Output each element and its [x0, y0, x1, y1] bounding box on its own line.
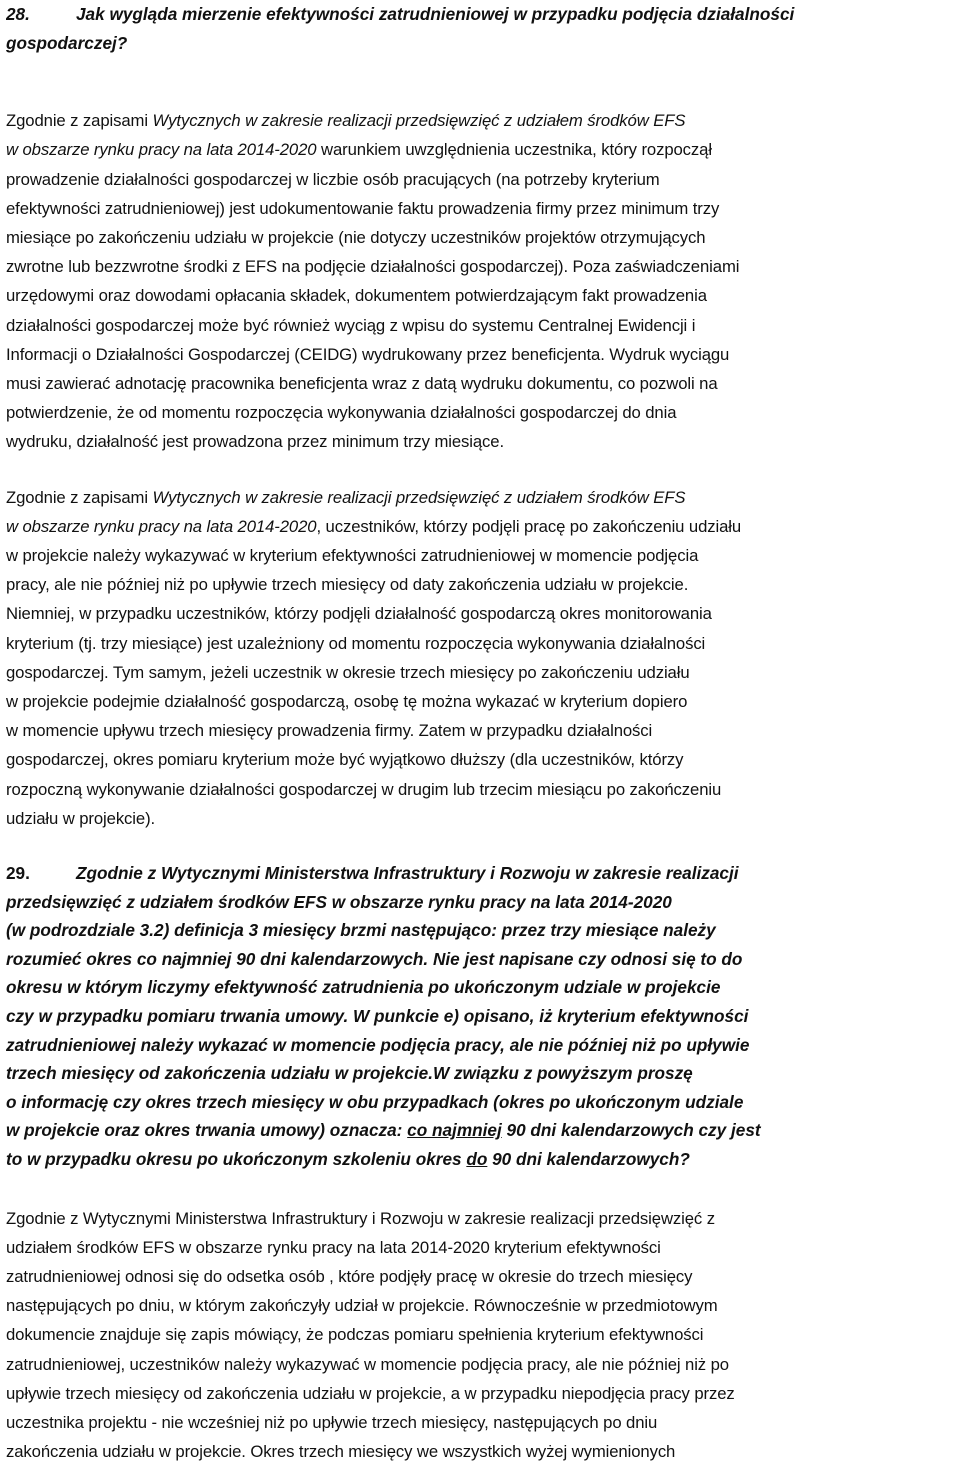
answer-line: udziałem środków EFS w obszarze rynku pracy na lata 2014-2020 kryterium efektywności — [6, 1237, 661, 1257]
answer-line: Zgodnie z zapisami Wytycznych w zakresie realizacji przedsięwzięć z udziałem środków EFS — [6, 111, 686, 131]
question-number: 29. — [6, 863, 30, 884]
question-29-line: 29. Zgodnie z Wytycznymi Ministerstwa Infrastruktury i Rozwoju w zakresie realizacji — [6, 859, 954, 888]
answer-line: gospodarczej, okres pomiaru kryterium może być wyjątkowo dłuższy (dla uczestników, którzy — [6, 750, 684, 770]
question-29-line: (w podrozdziale 3.2) definicja 3 miesięcy brzmi następująco: przez trzy miesiące należy — [6, 920, 716, 941]
question-29-line: przedsięwzięć z udziałem środków EFS w obszarze rynku pracy na lata 2014-2020 — [6, 891, 672, 912]
answer-line: działalności gospodarczej może być również wyciąg z wpisu do systemu Centralnej Ewidencji i — [6, 315, 696, 335]
answer-line: w obszarze rynku pracy na lata 2014-2020 warunkiem uwzględnienia uczestnika, który rozpoczął — [6, 140, 712, 160]
answer-line: prowadzenie działalności gospodarczej w liczbie osób pracujących (na potrzeby kryterium — [6, 169, 660, 189]
answer-29 — [6, 1204, 954, 1467]
answer-line: zatrudnieniowej, uczestników należy wykazywać w momencie podjęcia pracy, ale nie później niż po — [6, 1354, 729, 1374]
answer-line: urzędowymi oraz dowodami opłacania składek, dokumentem potwierdzającym fakt prowadzenia — [6, 286, 707, 306]
answer-line: upływie trzech miesięcy od zakończenia udziału w projekcie, a w przypadku niepodjęcia pracy przez — [6, 1383, 735, 1403]
answer-line: następujących po dniu, w którym zakończyły udział w projekcie. Równocześnie w przedmiotowym — [6, 1296, 718, 1316]
answer-line: zakończenia udziału w projekcie. Okres trzech miesięcy we wszystkich wyżej wymienionych — [6, 1442, 676, 1462]
answer-line: wydruku, działalność jest prowadzona przez minimum trzy miesiące. — [6, 432, 505, 452]
answer-line: potwierdzenie, że od momentu rozpoczęcia wykonywania działalności gospodarczej do dnia — [6, 403, 677, 423]
answer-line: Zgodnie z Wytycznymi Ministerstwa Infrastruktury i Rozwoju w zakresie realizacji przedsięwzięć z — [6, 1208, 715, 1228]
answer-line: Zgodnie z zapisami Wytycznych w zakresie realizacji przedsięwzięć z udziałem środków EFS — [6, 487, 686, 507]
answer-line: udziału w projekcie). — [6, 808, 156, 828]
answer-line: zatrudnieniowej odnosi się do odsetka osób , które podjęły pracę w okresie do trzech miesięcy — [6, 1267, 693, 1286]
question-29-line: to w przypadku okresu po ukończonym szkoleniu okres do 90 dni kalendarzowych? — [6, 1149, 690, 1169]
answer-28-paragraph-2 — [6, 483, 954, 833]
answer-line: musi zawierać adnotację pracownika beneficjenta wraz z datą wydruku dokumentu, co pozwoli na — [6, 374, 718, 394]
underlined-phrase: co najmniej — [407, 1120, 502, 1141]
answer-line: rozpoczną wykonywanie działalności gospodarczej w drugim lub trzecim miesiącu po zakończeniu — [6, 779, 722, 799]
answer-line: gospodarczej. Tym samym, jeżeli uczestnik w okresie trzech miesięcy po zakończeniu udziału — [6, 662, 690, 682]
underlined-phrase: do — [466, 1149, 488, 1169]
question-28-line: 28. Jak wygląda mierzenie efektywności zatrudnieniowej w przypadku podjęcia działalności — [6, 0, 954, 29]
answer-line: kryterium (tj. trzy miesiące) jest uzależniony od momentu rozpoczęcia wykonywania działalności — [6, 633, 706, 653]
answer-line: Niemniej, w przypadku uczestników, którzy podjęli działalność gospodarczą okres monitorowania — [6, 604, 712, 624]
guidelines-title: Wytycznych w zakresie realizacji przedsięwzięć z udziałem środków EFS — [152, 487, 686, 507]
question-29-line: okresu w którym liczymy efektywność zatrudnienia po ukończonym udziale w projekcie — [6, 977, 721, 998]
answer-28-paragraph-1 — [6, 106, 954, 456]
question-number: 28. — [6, 4, 30, 24]
question-29 — [6, 859, 954, 1174]
question-29-line: o informację czy okres trzech miesięcy w obu przypadkach (okres po ukończonym udziale — [6, 1091, 744, 1112]
question-29-line: trzech miesięcy od zakończenia udziału w projekcie.W związku z powyższym proszę — [6, 1063, 693, 1084]
answer-line: w projekcie należy wykazywać w kryterium efektywności zatrudnieniowej w momencie podjęcia — [6, 546, 699, 566]
guidelines-title: Wytycznych w zakresie realizacji przedsięwzięć z udziałem środków EFS — [152, 111, 686, 131]
document-page — [6, 0, 954, 1473]
guidelines-title: w obszarze rynku pracy na lata 2014-2020 — [6, 140, 317, 160]
answer-line: w momencie upływu trzech miesięcy prowadzenia firmy. Zatem w przypadku działalności — [6, 721, 653, 741]
answer-line: pracy, ale nie później niż po upływie trzech miesięcy od daty zakończenia udziału w projekcie. — [6, 575, 689, 595]
answer-line: zwrotne lub bezzwrotne środki z EFS na podjęcie działalności gospodarczej). Poza zaświadczeniami — [6, 257, 740, 277]
question-29-line: w projekcie oraz okres trwania umowy) oznacza: co najmniej 90 dni kalendarzowych czy jest — [6, 1120, 761, 1141]
answer-line: Informacji o Działalności Gospodarczej (CEIDG) wydrukowany przez beneficjenta. Wydruk wyciągu — [6, 344, 730, 364]
question-28 — [6, 0, 954, 57]
answer-line: dokumencie znajduje się zapis mówiący, że podczas pomiaru spełnienia kryterium efektywności — [6, 1325, 704, 1345]
answer-line: w obszarze rynku pracy na lata 2014-2020, uczestników, którzy podjęli pracę po zakończeniu udziału — [6, 516, 742, 536]
answer-line: uczestnika projektu - nie wcześniej niż po upływie trzech miesięcy, następujących po dniu — [6, 1413, 658, 1433]
question-29-line: czy w przypadku pomiaru trwania umowy. W punkcie e) opisano, iż kryterium efektywności — [6, 1006, 749, 1027]
answer-line: w projekcie podejmie działalność gospodarczą, osobę tę można wykazać w kryterium dopiero — [6, 692, 688, 712]
question-29-line: zatrudnieniowej należy wykazać w momencie podjęcia pracy, ale nie później niż po upływie — [6, 1034, 750, 1055]
answer-line: efektywności zatrudnieniowej) jest udokumentowanie faktu prowadzenia firmy przez minimum trzy — [6, 198, 720, 218]
question-28-line: gospodarczej? — [6, 32, 128, 53]
answer-line: miesiące po zakończeniu udziału w projekcie (nie dotyczy uczestników projektów otrzymujących — [6, 228, 706, 247]
guidelines-title: w obszarze rynku pracy na lata 2014-2020 — [6, 516, 317, 536]
question-29-line: rozumieć okres co najmniej 90 dni kalendarzowych. Nie jest napisane czy odnosi się to do — [6, 948, 743, 969]
